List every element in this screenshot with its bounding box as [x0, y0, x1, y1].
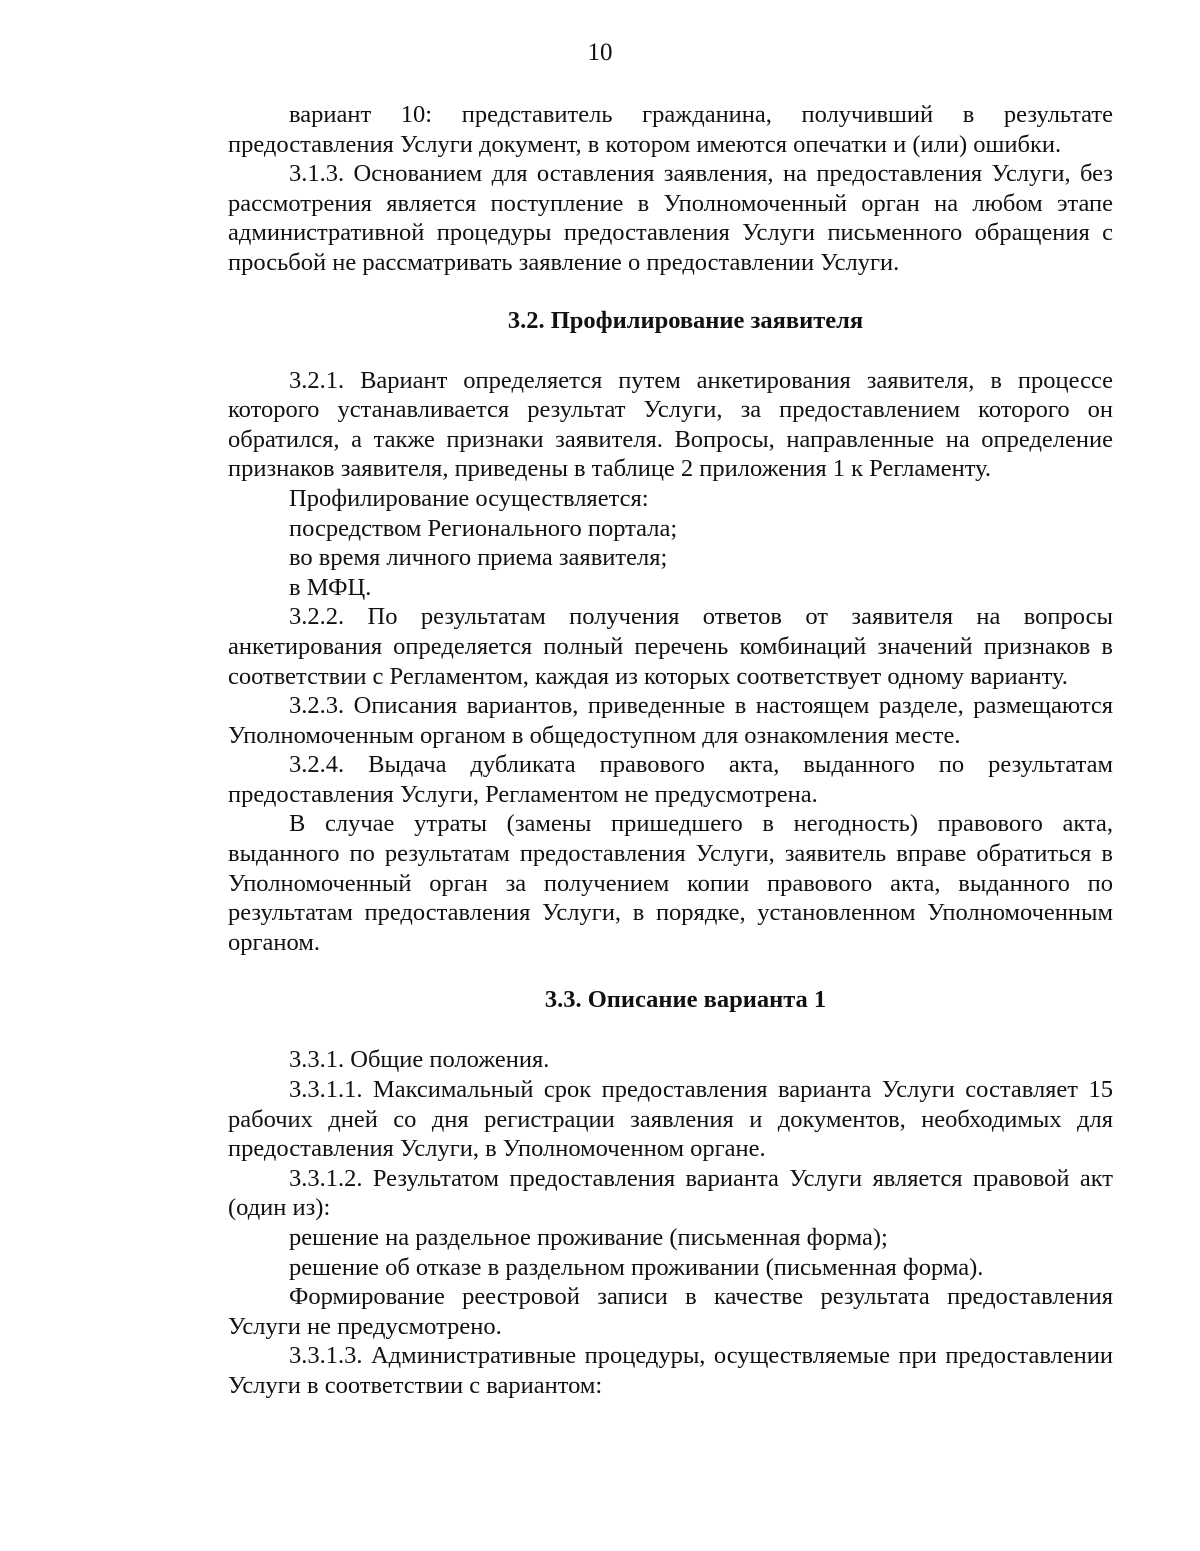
paragraph-variant-10: вариант 10: представитель гражданина, получивший в результате предоставления Услуги документ, в котором имеются опечатки и (или) ошибки. — [228, 101, 1113, 158]
list-item-decision-separate: решение на раздельное проживание (письменная форма); — [289, 1224, 888, 1251]
paragraph-3-2-1: 3.2.1. Вариант определяется путем анкетирования заявителя, в процессе которого устанавливается результат Услуги, за предоставлением которого он обратился, а также признаки заявителя. Вопросы, направленные на определение признаков заявителя, приведены в таблице 2 приложения 1 к Регламенту. — [228, 366, 1113, 483]
paragraph-3-1-3: 3.1.3. Основанием для оставления заявления, на предоставления Услуги, без рассмотрения является поступление в Уполномоченный орган на любом этапе административной процедуры предоставления Услуги письменного обращения с просьбой не рассматривать заявление о предоставлении Услуги. — [228, 160, 1113, 276]
list-item-regional-portal: посредством Регионального портала; — [289, 514, 678, 542]
heading-3-3: 3.3. Описание варианта 1 — [544, 986, 827, 1014]
list-item-decision-refusal: решение об отказе в раздельном проживании (письменная форма). — [289, 1253, 984, 1281]
paragraph-profiling-intro: Профилирование осуществляется: — [289, 484, 649, 512]
paragraph-3-3-1-1: 3.3.1.1. Максимальный срок предоставления варианта Услуги составляет 15 рабочих дней со дня регистрации заявления и документов, необходимых для предоставления Услуги, в Уполномоченном органе. — [228, 1076, 1113, 1163]
heading-3-2: 3.2. Профилирование заявителя — [507, 306, 864, 334]
paragraph-3-2-2: 3.2.2. По результатам получения ответов от заявителя на вопросы анкетирования определяется полный перечень комбинаций значений признаков в соответствии с Регламентом, каждая из которых соответствует одному варианту. — [228, 603, 1113, 690]
document-body — [228, 100, 1113, 1401]
page-number: 10 — [587, 39, 613, 66]
paragraph-3-3-1-2: 3.3.1.2. Результатом предоставления варианта Услуги является правовой акт (один из): — [228, 1164, 1113, 1222]
paragraph-registry-record: Формирование реестровой записи в качестве результата предоставления Услуги не предусмотрено. — [228, 1283, 1113, 1340]
paragraph-3-2-3: 3.2.3. Описания вариантов, приведенные в настоящем разделе, размещаются Уполномоченным органом в общедоступном для ознакомления месте. — [228, 692, 1113, 749]
paragraph-3-3-1-3: 3.3.1.3. Административные процедуры, осуществляемые при предоставлении Услуги в соответствии с вариантом: — [228, 1342, 1113, 1399]
list-item-personal-reception: во время личного приема заявителя; — [289, 544, 668, 572]
list-item-mfc: в МФЦ. — [289, 573, 372, 601]
paragraph-3-2-4: 3.2.4. Выдача дубликата правового акта, выданного по результатам предоставления Услуги, Регламентом не предусмотрена. — [228, 751, 1113, 808]
paragraph-loss-case: В случае утраты (замены пришедшего в негодность) правового акта, выданного по результатам предоставления Услуги, заявитель вправе обратиться в Уполномоченный орган за получением копии правового акта, выданного по результатам предоставления Услуги, в порядке, установленном Уполномоченным органом. — [228, 810, 1113, 956]
paragraph-3-3-1: 3.3.1. Общие положения. — [289, 1046, 550, 1074]
